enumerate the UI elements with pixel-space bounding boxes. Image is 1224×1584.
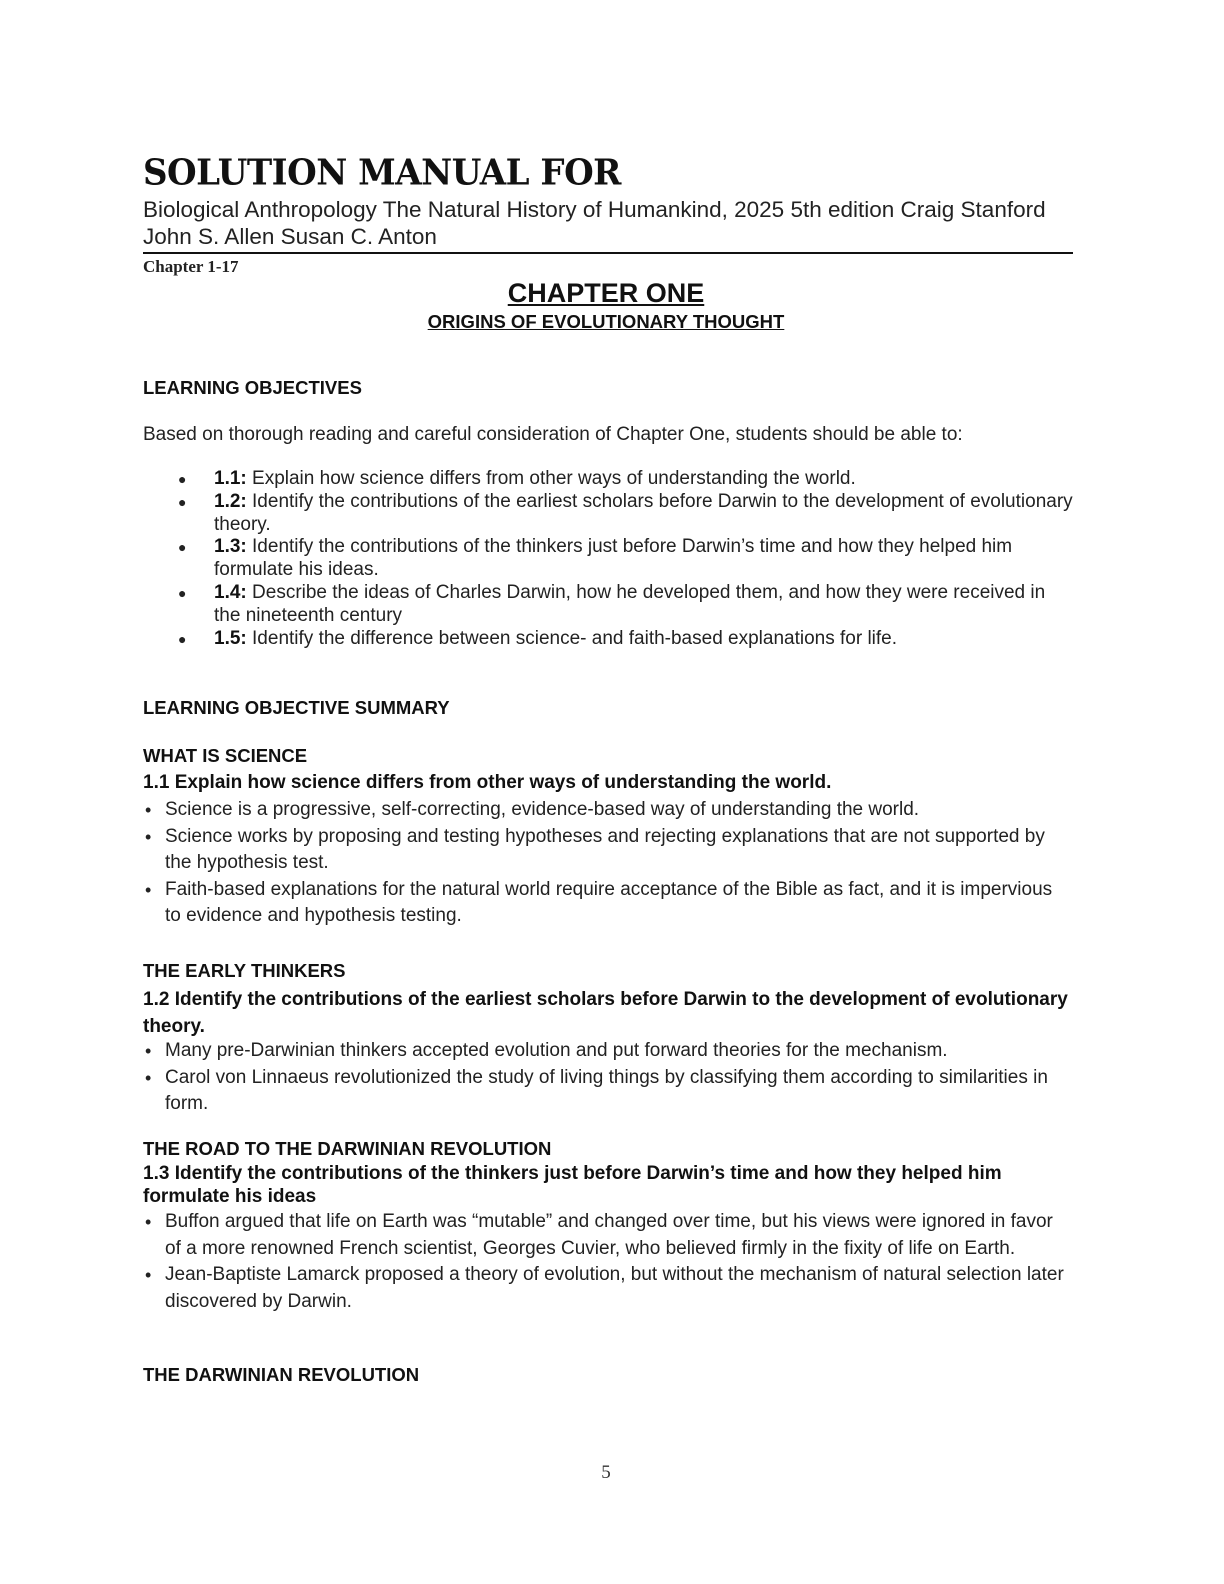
list-item: • Many pre-Darwinian thinkers accepted evolution and put forward theories for the mechanism. — [143, 1038, 1073, 1065]
section-objective: 1.1 Explain how science differs from other ways of understanding the world. — [143, 772, 832, 793]
list-item: • Buffon argued that life on Earth was “mutable” and changed over time, but his views were ignored in favor of a more renowned French scientist, Georges Cuvier, who believed firmly in the fixity of life on Earth. — [143, 1209, 1073, 1262]
objective-item — [143, 628, 1073, 651]
list-item: • Science is a progressive, self-correcting, evidence-based way of understanding the world. — [143, 797, 1073, 824]
manual-title: SOLUTION MANUAL FOR — [143, 152, 621, 194]
section-objective: 1.2 Identify the contributions of the earliest scholars before Darwin to the development of evolutionary theory. — [143, 989, 1068, 1037]
objective-number: 1.3: — [214, 536, 247, 558]
list-item: • Jean-Baptiste Lamarck proposed a theory of evolution, but without the mechanism of natural selection later discovered by Darwin. — [143, 1262, 1073, 1315]
section-heading-road-to-revolution: THE ROAD TO THE DARWINIAN REVOLUTION — [143, 1138, 552, 1159]
chapter-subheading: ORIGINS OF EVOLUTIONARY THOUGHT — [427, 311, 785, 332]
page-number: 5 — [601, 1462, 611, 1483]
list-item: • Science works by proposing and testing hypotheses and rejecting explanations that are not supported by the hypothesis test. — [143, 824, 1073, 877]
objective-item — [143, 582, 1073, 628]
objective-item — [143, 536, 1073, 582]
section-objective: 1.3 Identify the contributions of the thinkers just before Darwin’s time and how they helped him formulate his ideas — [143, 1163, 1002, 1207]
objective-text: Identify the contributions of the thinkers just before Darwin’s time and how they helped him formulate his ideas. — [214, 536, 1013, 581]
section-heading-what-is-science: WHAT IS SCIENCE — [143, 745, 308, 766]
objectives-list — [143, 468, 1073, 650]
summary-list — [143, 797, 1073, 930]
objectives-intro: Based on thorough reading and careful consideration of Chapter One, students should be able to: — [143, 424, 963, 445]
objective-text: Describe the ideas of Charles Darwin, how he developed them, and how they were received in the nineteenth century — [214, 581, 1046, 626]
section-heading-early-thinkers: THE EARLY THINKERS — [143, 960, 346, 981]
objective-number: 1.5: — [214, 627, 247, 649]
objective-text: Identify the contributions of the earliest scholars before Darwin to the development of evolutionary theory. — [214, 490, 1073, 535]
chapter-range: Chapter 1-17 — [143, 257, 239, 276]
objective-number: 1.2: — [214, 490, 247, 512]
summary-list — [143, 1038, 1073, 1118]
objective-text: Identify the difference between science- and faith-based explanations for life. — [246, 627, 898, 649]
objective-number: 1.4: — [214, 581, 247, 603]
summary-list — [143, 1209, 1073, 1315]
objective-number: 1.1: — [214, 468, 247, 489]
chapter-heading: CHAPTER ONE — [507, 278, 705, 308]
section-heading-darwinian-revolution: THE DARWINIAN REVOLUTION — [143, 1364, 420, 1385]
list-item: • Carol von Linnaeus revolutionized the study of living things by classifying them according to similarities in form. — [143, 1065, 1073, 1118]
objective-summary-heading: LEARNING OBJECTIVE SUMMARY — [143, 697, 450, 718]
objective-text: Explain how science differs from other ways of understanding the world. — [246, 468, 856, 489]
objective-item — [143, 468, 1073, 491]
objective-item — [143, 491, 1073, 537]
learning-objectives-heading: LEARNING OBJECTIVES — [143, 377, 362, 398]
book-title: Biological Anthropology The Natural History of Humankind, 2025 5th edition Craig Stanford John S. Allen Susan C. Anton — [143, 197, 1046, 249]
list-item: • Faith-based explanations for the natural world require acceptance of the Bible as fact, and it is impervious to evidence and hypothesis testing. — [143, 877, 1073, 930]
title-divider — [143, 252, 1073, 254]
